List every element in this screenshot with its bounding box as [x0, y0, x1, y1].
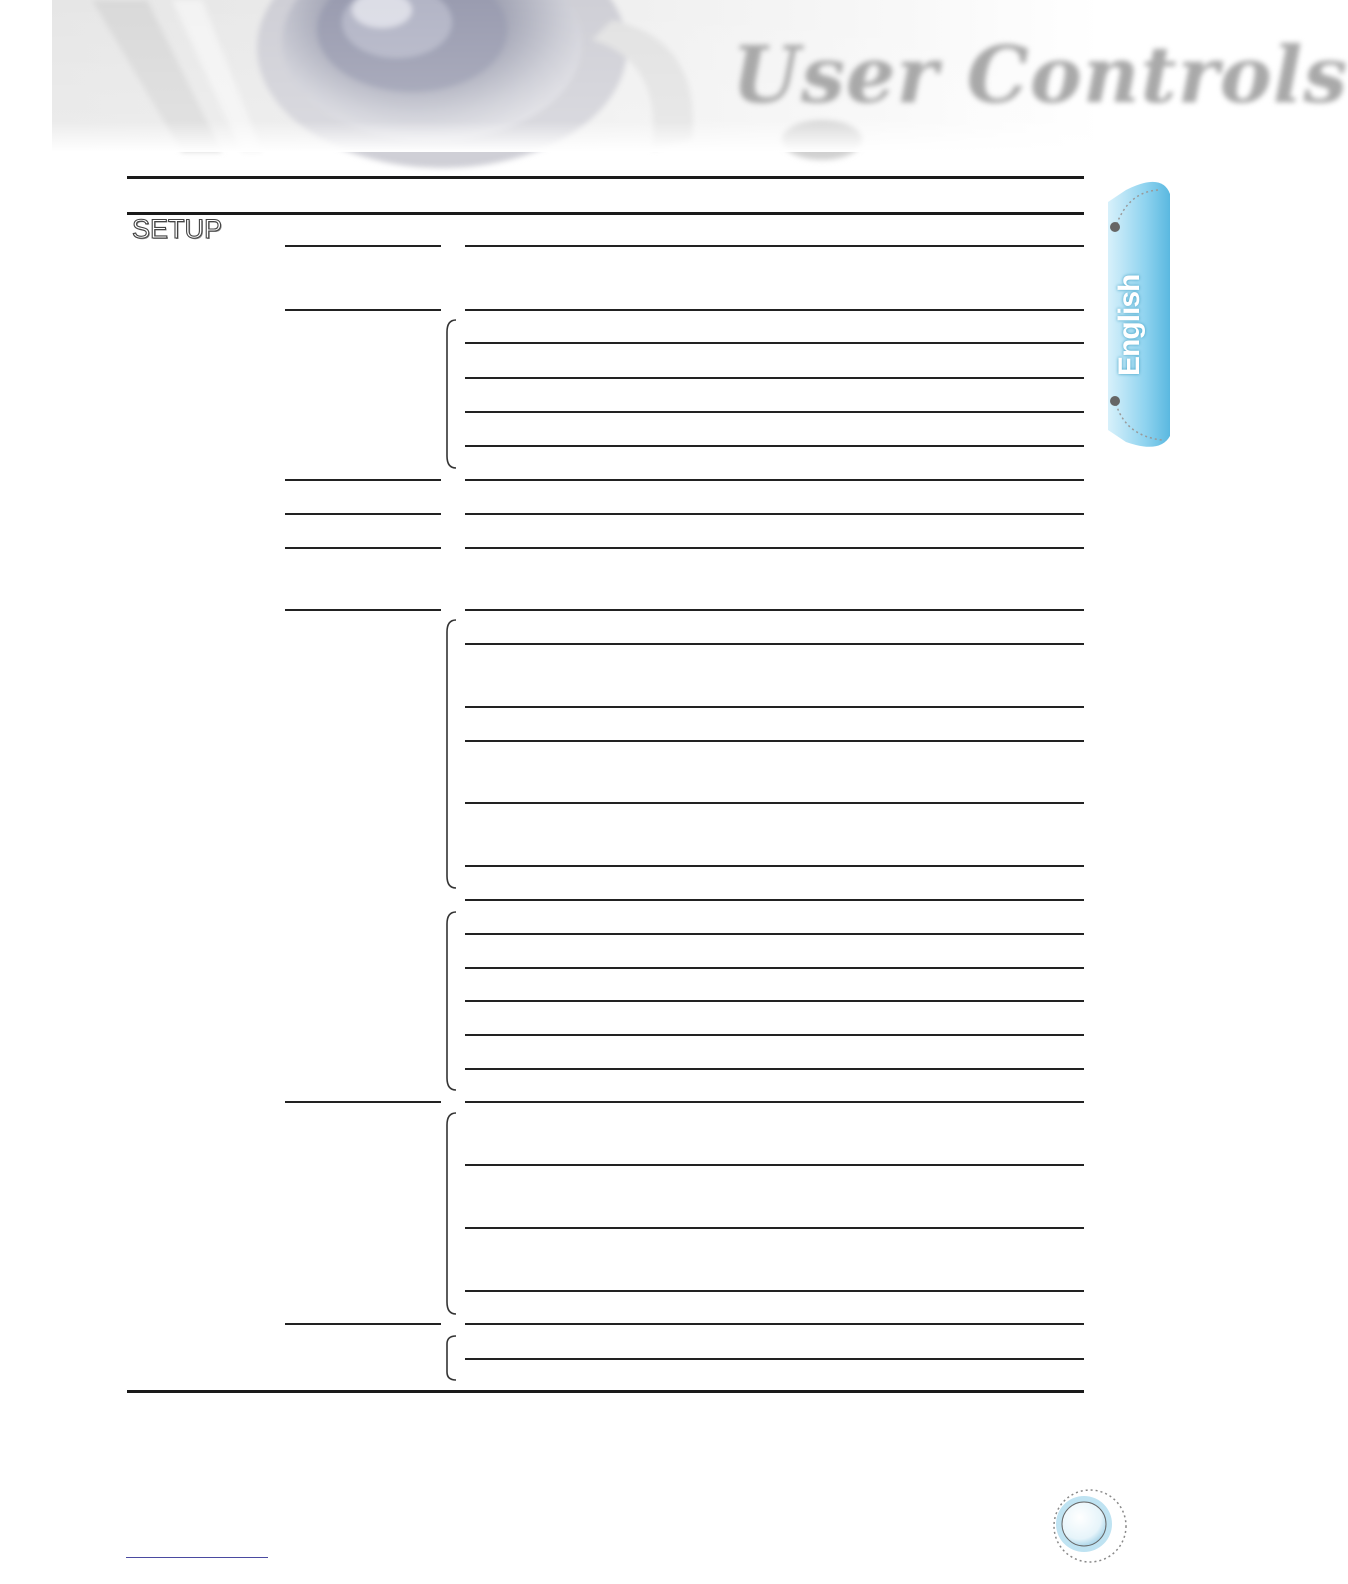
right-row-line	[465, 740, 1084, 742]
right-row-line	[465, 513, 1084, 515]
brace-bracket	[447, 320, 456, 468]
right-row-line	[465, 609, 1084, 611]
right-row-line	[465, 1034, 1084, 1036]
language-tab-label[interactable]: English	[1113, 274, 1146, 376]
right-row-line	[465, 1164, 1084, 1166]
right-row-line	[465, 309, 1084, 311]
section-title: SETUP	[132, 214, 223, 244]
footer-link-underline[interactable]	[126, 1557, 268, 1558]
top-rule	[127, 176, 1084, 179]
left-row-line	[285, 309, 441, 311]
header-banner	[52, 0, 1348, 152]
brace-bracket	[447, 912, 456, 1090]
left-row-line	[285, 1323, 441, 1325]
right-row-line	[465, 377, 1084, 379]
left-row-line	[285, 479, 441, 481]
left-row-line	[285, 245, 441, 247]
bottom-rule	[127, 1390, 1084, 1393]
section-rule	[127, 212, 1084, 215]
brace-bracket	[447, 620, 456, 888]
right-row-line	[465, 1227, 1084, 1229]
right-row-line	[465, 342, 1084, 344]
right-row-line	[465, 933, 1084, 935]
right-row-line	[465, 1000, 1084, 1002]
right-row-line	[465, 1068, 1084, 1070]
right-row-line	[465, 1290, 1084, 1292]
right-row-line	[465, 411, 1084, 413]
brace-bracket	[447, 1113, 456, 1314]
right-row-line	[465, 479, 1084, 481]
brace-bracket	[447, 1336, 456, 1380]
right-row-line	[465, 967, 1084, 969]
left-row-line	[285, 609, 441, 611]
page-title: User Controls	[732, 30, 1348, 121]
right-row-line	[465, 865, 1084, 867]
right-row-line	[465, 1323, 1084, 1325]
grouping-braces	[440, 300, 480, 1400]
right-row-line	[465, 245, 1084, 247]
right-row-line	[465, 802, 1084, 804]
left-row-line	[285, 1101, 441, 1103]
left-row-line	[285, 513, 441, 515]
right-row-line	[465, 643, 1084, 645]
page-number-badge	[1040, 1476, 1140, 1576]
right-row-line	[465, 547, 1084, 549]
right-row-line	[465, 1358, 1084, 1360]
right-row-line	[465, 1101, 1084, 1103]
left-row-line	[285, 547, 441, 549]
right-row-line	[465, 706, 1084, 708]
right-row-line	[465, 445, 1084, 447]
right-row-line	[465, 899, 1084, 901]
